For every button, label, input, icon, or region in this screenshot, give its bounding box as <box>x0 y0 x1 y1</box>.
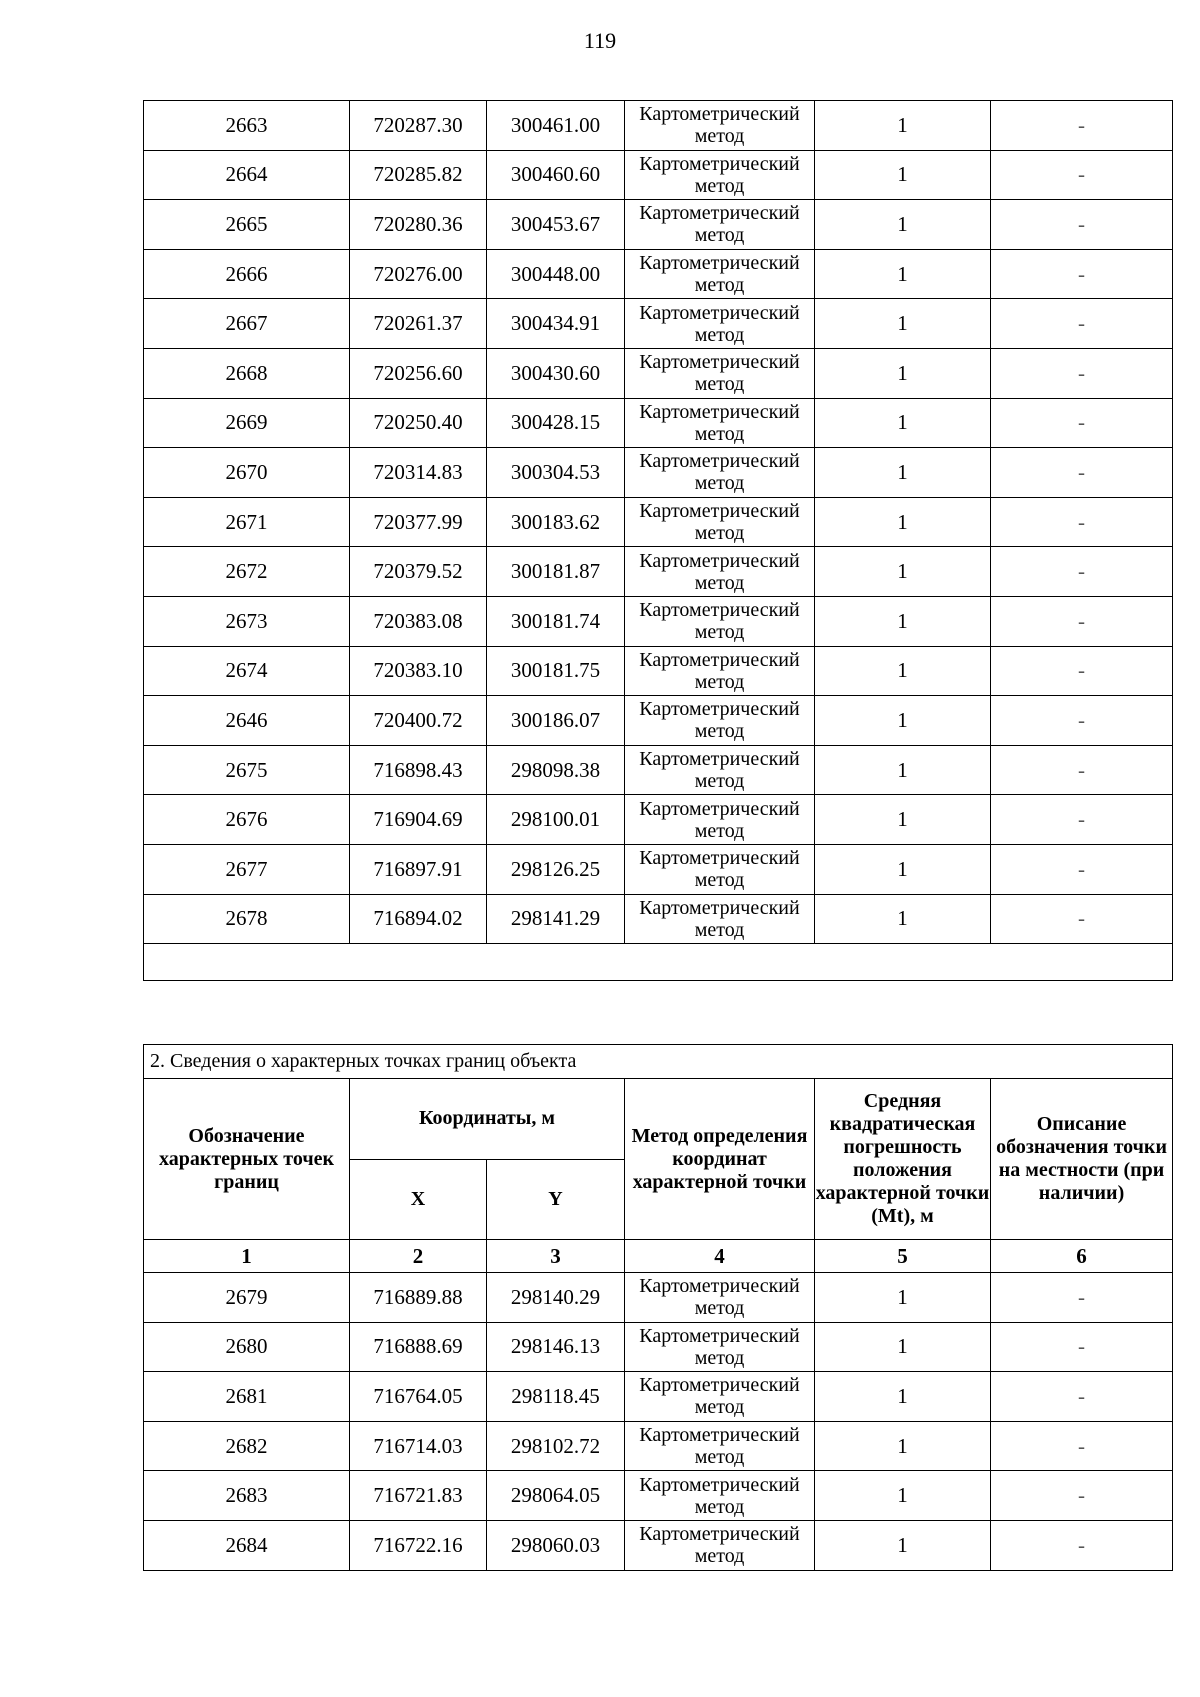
x-coordinate-cell: 720400.72 <box>350 696 487 746</box>
table-row <box>144 299 1173 349</box>
method-cell: Картометрический метод <box>625 547 815 597</box>
method-cell: Картометрический метод <box>625 150 815 200</box>
method-cell: Картометрический метод <box>625 299 815 349</box>
point-id-cell: 2646 <box>144 696 350 746</box>
point-id-cell: 2669 <box>144 398 350 448</box>
table-row <box>144 497 1173 547</box>
method-cell: Картометрический метод <box>625 745 815 795</box>
table-body <box>144 1273 1173 1571</box>
table-row <box>144 745 1173 795</box>
mt-cell: 1 <box>815 497 991 547</box>
x-coordinate-cell: 716721.83 <box>350 1471 487 1521</box>
header-mt: Средняя квадратическая погрешность положения характерной точки (Mt), м <box>815 1079 991 1240</box>
point-id-cell: 2674 <box>144 646 350 696</box>
description-cell: - <box>991 696 1173 746</box>
mt-cell: 1 <box>815 1372 991 1422</box>
y-coordinate-cell: 300460.60 <box>487 150 625 200</box>
description-cell: - <box>991 745 1173 795</box>
y-coordinate-cell: 298146.13 <box>487 1322 625 1372</box>
mt-cell: 1 <box>815 348 991 398</box>
header-x: X <box>350 1159 487 1240</box>
point-id-cell: 2684 <box>144 1520 350 1570</box>
table-row <box>144 1471 1173 1521</box>
description-cell: - <box>991 150 1173 200</box>
method-cell: Картометрический метод <box>625 795 815 845</box>
x-coordinate-cell: 720285.82 <box>350 150 487 200</box>
description-cell: - <box>991 547 1173 597</box>
y-coordinate-cell: 298141.29 <box>487 894 625 944</box>
method-cell: Картометрический метод <box>625 497 815 547</box>
table-row <box>144 200 1173 250</box>
method-cell: Картометрический метод <box>625 646 815 696</box>
method-cell: Картометрический метод <box>625 1520 815 1570</box>
method-cell: Картометрический метод <box>625 844 815 894</box>
x-coordinate-cell: 716888.69 <box>350 1322 487 1372</box>
method-cell: Картометрический метод <box>625 101 815 151</box>
y-coordinate-cell: 298140.29 <box>487 1273 625 1323</box>
y-coordinate-cell: 298060.03 <box>487 1520 625 1570</box>
mt-cell: 1 <box>815 1520 991 1570</box>
description-cell: - <box>991 448 1173 498</box>
method-cell: Картометрический метод <box>625 249 815 299</box>
mt-cell: 1 <box>815 547 991 597</box>
point-id-cell: 2663 <box>144 101 350 151</box>
empty-row <box>144 944 1173 981</box>
x-coordinate-cell: 720383.10 <box>350 646 487 696</box>
method-cell: Картометрический метод <box>625 200 815 250</box>
mt-cell: 1 <box>815 795 991 845</box>
coordinates-table-continued <box>143 100 1173 981</box>
x-coordinate-cell: 720276.00 <box>350 249 487 299</box>
table-row <box>144 844 1173 894</box>
x-coordinate-cell: 720256.60 <box>350 348 487 398</box>
y-coordinate-cell: 298100.01 <box>487 795 625 845</box>
y-coordinate-cell: 300448.00 <box>487 249 625 299</box>
x-coordinate-cell: 720314.83 <box>350 448 487 498</box>
description-cell: - <box>991 1322 1173 1372</box>
y-coordinate-cell: 298126.25 <box>487 844 625 894</box>
header-point: Обозначение характерных точек границ <box>144 1079 350 1240</box>
point-id-cell: 2675 <box>144 745 350 795</box>
description-cell: - <box>991 299 1173 349</box>
table-row <box>144 1273 1173 1323</box>
column-number: 3 <box>487 1240 625 1273</box>
column-number: 6 <box>991 1240 1173 1273</box>
point-id-cell: 2670 <box>144 448 350 498</box>
description-cell: - <box>991 894 1173 944</box>
y-coordinate-cell: 300181.75 <box>487 646 625 696</box>
y-coordinate-cell: 298102.72 <box>487 1421 625 1471</box>
x-coordinate-cell: 716714.03 <box>350 1421 487 1471</box>
point-id-cell: 2673 <box>144 596 350 646</box>
column-number: 2 <box>350 1240 487 1273</box>
description-cell: - <box>991 1471 1173 1521</box>
x-coordinate-cell: 716889.88 <box>350 1273 487 1323</box>
method-cell: Картометрический метод <box>625 596 815 646</box>
mt-cell: 1 <box>815 1273 991 1323</box>
point-id-cell: 2672 <box>144 547 350 597</box>
x-coordinate-cell: 716898.43 <box>350 745 487 795</box>
column-number: 4 <box>625 1240 815 1273</box>
description-cell: - <box>991 844 1173 894</box>
boundary-points-table <box>143 1044 1173 1571</box>
x-coordinate-cell: 720280.36 <box>350 200 487 250</box>
x-coordinate-cell: 720379.52 <box>350 547 487 597</box>
y-coordinate-cell: 300186.07 <box>487 696 625 746</box>
x-coordinate-cell: 716764.05 <box>350 1372 487 1422</box>
method-cell: Картометрический метод <box>625 1421 815 1471</box>
method-cell: Картометрический метод <box>625 1471 815 1521</box>
description-cell: - <box>991 795 1173 845</box>
table-row <box>144 1322 1173 1372</box>
table-row <box>144 894 1173 944</box>
mt-cell: 1 <box>815 150 991 200</box>
description-cell: - <box>991 596 1173 646</box>
mt-cell: 1 <box>815 448 991 498</box>
y-coordinate-cell: 298064.05 <box>487 1471 625 1521</box>
table-row <box>144 795 1173 845</box>
y-coordinate-cell: 300461.00 <box>487 101 625 151</box>
point-id-cell: 2667 <box>144 299 350 349</box>
method-cell: Картометрический метод <box>625 448 815 498</box>
table-row <box>144 596 1173 646</box>
method-cell: Картометрический метод <box>625 894 815 944</box>
mt-cell: 1 <box>815 646 991 696</box>
x-coordinate-cell: 716904.69 <box>350 795 487 845</box>
table-row <box>144 398 1173 448</box>
description-cell: - <box>991 646 1173 696</box>
column-number: 5 <box>815 1240 991 1273</box>
column-numbers-row <box>144 1240 1173 1273</box>
x-coordinate-cell: 716894.02 <box>350 894 487 944</box>
mt-cell: 1 <box>815 844 991 894</box>
mt-cell: 1 <box>815 696 991 746</box>
method-cell: Картометрический метод <box>625 1322 815 1372</box>
point-id-cell: 2676 <box>144 795 350 845</box>
y-coordinate-cell: 300430.60 <box>487 348 625 398</box>
header-y: Y <box>487 1159 625 1240</box>
mt-cell: 1 <box>815 101 991 151</box>
empty-cell <box>144 944 1173 981</box>
point-id-cell: 2681 <box>144 1372 350 1422</box>
x-coordinate-cell: 716897.91 <box>350 844 487 894</box>
mt-cell: 1 <box>815 1471 991 1521</box>
table-caption: 2. Сведения о характерных точках границ объекта <box>144 1045 1173 1079</box>
description-cell: - <box>991 497 1173 547</box>
table-row <box>144 1421 1173 1471</box>
header-method: Метод определения координат характерной точки <box>625 1079 815 1240</box>
x-coordinate-cell: 716722.16 <box>350 1520 487 1570</box>
point-id-cell: 2665 <box>144 200 350 250</box>
point-id-cell: 2680 <box>144 1322 350 1372</box>
table-row <box>144 547 1173 597</box>
point-id-cell: 2682 <box>144 1421 350 1471</box>
header-coordinates: Координаты, м <box>350 1079 625 1160</box>
point-id-cell: 2678 <box>144 894 350 944</box>
table-row <box>144 348 1173 398</box>
point-id-cell: 2683 <box>144 1471 350 1521</box>
mt-cell: 1 <box>815 398 991 448</box>
mt-cell: 1 <box>815 299 991 349</box>
method-cell: Картометрический метод <box>625 398 815 448</box>
x-coordinate-cell: 720250.40 <box>350 398 487 448</box>
table-row <box>144 448 1173 498</box>
method-cell: Картометрический метод <box>625 1273 815 1323</box>
y-coordinate-cell: 300183.62 <box>487 497 625 547</box>
mt-cell: 1 <box>815 1322 991 1372</box>
y-coordinate-cell: 300434.91 <box>487 299 625 349</box>
x-coordinate-cell: 720287.30 <box>350 101 487 151</box>
method-cell: Картометрический метод <box>625 696 815 746</box>
point-id-cell: 2671 <box>144 497 350 547</box>
point-id-cell: 2677 <box>144 844 350 894</box>
description-cell: - <box>991 1372 1173 1422</box>
description-cell: - <box>991 1421 1173 1471</box>
x-coordinate-cell: 720261.37 <box>350 299 487 349</box>
y-coordinate-cell: 300181.87 <box>487 547 625 597</box>
point-id-cell: 2664 <box>144 150 350 200</box>
point-id-cell: 2666 <box>144 249 350 299</box>
table-row <box>144 1520 1173 1570</box>
column-number: 1 <box>144 1240 350 1273</box>
method-cell: Картометрический метод <box>625 348 815 398</box>
table-row <box>144 646 1173 696</box>
description-cell: - <box>991 200 1173 250</box>
description-cell: - <box>991 348 1173 398</box>
description-cell: - <box>991 1520 1173 1570</box>
page-number: 119 <box>583 28 617 53</box>
description-cell: - <box>991 249 1173 299</box>
mt-cell: 1 <box>815 745 991 795</box>
point-id-cell: 2668 <box>144 348 350 398</box>
mt-cell: 1 <box>815 1421 991 1471</box>
description-cell: - <box>991 398 1173 448</box>
x-coordinate-cell: 720383.08 <box>350 596 487 646</box>
table-row <box>144 1372 1173 1422</box>
y-coordinate-cell: 300181.74 <box>487 596 625 646</box>
table-row <box>144 249 1173 299</box>
x-coordinate-cell: 720377.99 <box>350 497 487 547</box>
mt-cell: 1 <box>815 596 991 646</box>
table-row <box>144 101 1173 151</box>
mt-cell: 1 <box>815 249 991 299</box>
description-cell: - <box>991 1273 1173 1323</box>
header-description: Описание обозначения точки на местности (при наличии) <box>991 1079 1173 1240</box>
y-coordinate-cell: 300304.53 <box>487 448 625 498</box>
mt-cell: 1 <box>815 894 991 944</box>
y-coordinate-cell: 300428.15 <box>487 398 625 448</box>
y-coordinate-cell: 298118.45 <box>487 1372 625 1422</box>
method-cell: Картометрический метод <box>625 1372 815 1422</box>
y-coordinate-cell: 298098.38 <box>487 745 625 795</box>
mt-cell: 1 <box>815 200 991 250</box>
point-id-cell: 2679 <box>144 1273 350 1323</box>
description-cell: - <box>991 101 1173 151</box>
y-coordinate-cell: 300453.67 <box>487 200 625 250</box>
table-row <box>144 696 1173 746</box>
table-body <box>144 101 1173 981</box>
table-row <box>144 150 1173 200</box>
